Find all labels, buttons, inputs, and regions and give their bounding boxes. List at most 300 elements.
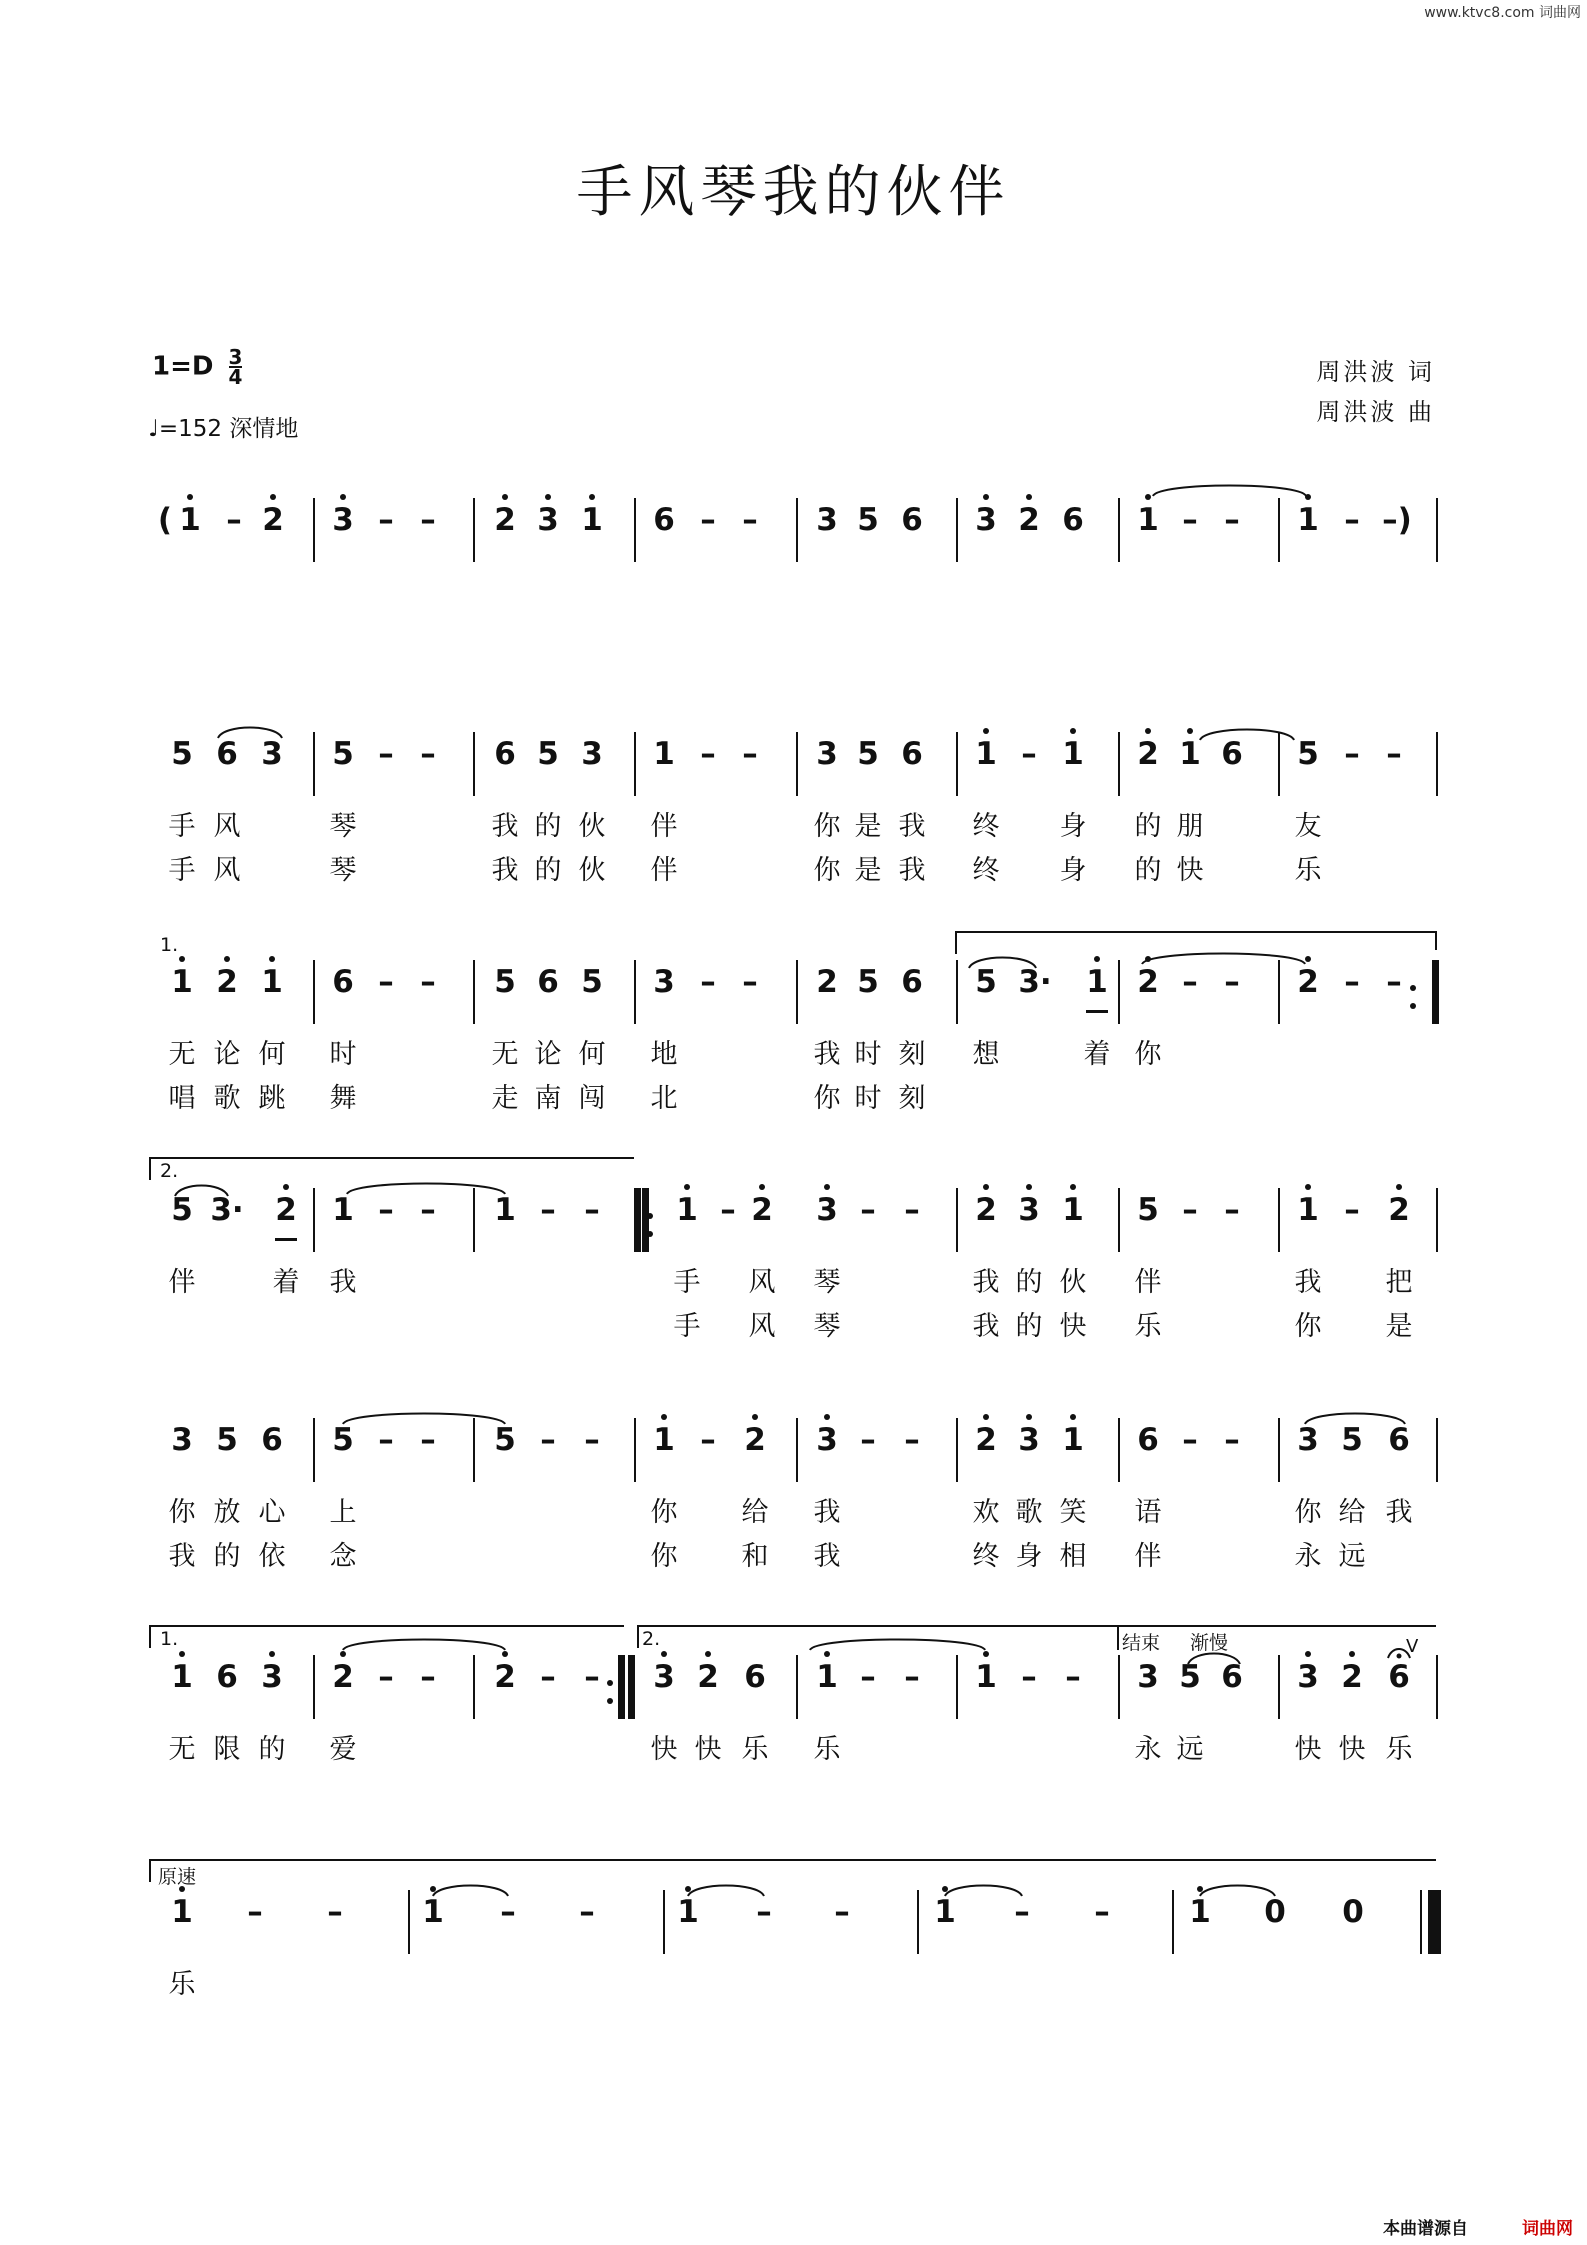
note: 5: [1341, 1422, 1363, 1458]
lyric-syllable: 的: [534, 811, 562, 842]
lyric-syllable: 琴: [813, 1311, 841, 1342]
lyric-syllable: 我: [168, 1541, 196, 1572]
lyric-syllable: 手: [673, 1267, 701, 1298]
lyric-syllable: 手: [168, 855, 196, 886]
note: 3: [816, 1192, 838, 1228]
note: –: [1182, 964, 1198, 1000]
lyric-syllable: 是: [1385, 1311, 1413, 1342]
lyric-syllable: 给: [1338, 1497, 1366, 1528]
lyric-syllable: 风: [213, 855, 241, 886]
note: 5: [332, 736, 354, 772]
lyric-syllable: 的: [1134, 855, 1162, 886]
ending-bracket: [1118, 1626, 1436, 1650]
time-top: 3: [228, 345, 243, 369]
note: 1: [1062, 1422, 1084, 1458]
lyric-syllable: 你: [813, 855, 841, 886]
lyric-syllable: 快: [1338, 1734, 1366, 1765]
note: 1: [1297, 502, 1319, 538]
lyric-syllable: 北: [650, 1083, 678, 1114]
lyric-syllable: 南: [534, 1083, 562, 1114]
note: 1: [677, 1894, 699, 1930]
lyric-syllable: 唱: [168, 1083, 196, 1114]
lyric-syllable: 身: [1059, 811, 1087, 842]
note: –: [904, 1192, 920, 1228]
note: 6: [216, 1659, 238, 1695]
note: 3: [261, 1659, 283, 1695]
lyric-syllable: 伴: [1134, 1267, 1162, 1298]
lyric-syllable: 是: [854, 855, 882, 886]
note: –: [1182, 1192, 1198, 1228]
lyric-syllable: 的: [213, 1541, 241, 1572]
note: –: [420, 964, 436, 1000]
lyric-syllable: 朋: [1176, 811, 1204, 842]
note: –: [904, 1422, 920, 1458]
note: –: [420, 1192, 436, 1228]
note: 5: [216, 1422, 238, 1458]
lyric-syllable: 永: [1294, 1541, 1322, 1572]
quarter-note-icon: ♩: [148, 416, 159, 442]
lyric-syllable: 风: [748, 1311, 776, 1342]
note: –: [742, 502, 758, 538]
note: 5: [1137, 1192, 1159, 1228]
note: –: [1224, 964, 1240, 1000]
note: –: [420, 736, 436, 772]
slur: [343, 1414, 505, 1425]
note: –: [1065, 1659, 1081, 1695]
slur: [688, 1886, 764, 1897]
note: –: [1224, 1422, 1240, 1458]
note: 3: [261, 736, 283, 772]
lyric-syllable: 何: [258, 1039, 286, 1070]
note: 2: [1018, 502, 1040, 538]
lyric-syllable: 歌: [213, 1083, 241, 1114]
lyric-syllable: 终: [972, 811, 1000, 842]
lyric-syllable: 的: [258, 1734, 286, 1765]
lyric-syllable: 上: [329, 1497, 357, 1528]
note: –: [1386, 736, 1402, 772]
lyric-syllable: 乐: [1294, 855, 1322, 886]
note: –: [226, 502, 242, 538]
slur: [343, 1640, 505, 1651]
lyric-syllable: 歌: [1015, 1497, 1043, 1528]
ending-bracket: [150, 1158, 634, 1180]
lyric-syllable: 终: [972, 855, 1000, 886]
lyric-syllable: 心: [258, 1497, 286, 1528]
ending-bracket: [956, 932, 1436, 954]
note: 3: [816, 736, 838, 772]
note: 6: [1062, 502, 1084, 538]
lyric-syllable: 念: [329, 1541, 357, 1572]
lyric-syllable: 远: [1338, 1541, 1366, 1572]
note: 1: [653, 1422, 675, 1458]
lyric-syllable: 舞: [329, 1083, 357, 1114]
lyric-syllable: 我: [972, 1311, 1000, 1342]
a-tempo-label: 原速: [158, 1866, 197, 1888]
lyric-syllable: 我: [813, 1497, 841, 1528]
note: 1: [581, 502, 603, 538]
composer-credit: 周洪波 曲: [1316, 398, 1435, 426]
note: 6: [494, 736, 516, 772]
note: 1: [1297, 1192, 1319, 1228]
note: –: [860, 1192, 876, 1228]
site-watermark: www.ktvc8.com 词曲网: [1424, 5, 1581, 21]
lyric-syllable: 快: [694, 1734, 722, 1765]
lyric-syllable: 快: [650, 1734, 678, 1765]
lyric-syllable: 地: [650, 1039, 678, 1070]
note: 6: [537, 964, 559, 1000]
lyric-syllable: 伙: [578, 855, 606, 886]
note: –: [420, 1659, 436, 1695]
note: 3·: [1018, 964, 1052, 1000]
note: –: [1224, 1192, 1240, 1228]
note: –: [700, 964, 716, 1000]
note: –): [1382, 502, 1412, 538]
lyric-syllable: 乐: [813, 1734, 841, 1765]
note: 1: [975, 1659, 997, 1695]
note: 5: [494, 1422, 516, 1458]
note: 3: [581, 736, 603, 772]
lyric-syllable: 你: [168, 1497, 196, 1528]
slur: [945, 1886, 1022, 1897]
lyric-syllable: 时: [854, 1083, 882, 1114]
ending-2-label-second: 2.: [642, 1628, 661, 1650]
lyric-syllable: 把: [1385, 1267, 1413, 1298]
note: –: [1386, 964, 1402, 1000]
note: –: [1182, 1422, 1198, 1458]
lyric-syllable: 我: [491, 855, 519, 886]
note: 3: [653, 1659, 675, 1695]
note: 5: [581, 964, 603, 1000]
note: –: [540, 1192, 556, 1228]
note: –: [834, 1894, 850, 1930]
lyric-syllable: 的: [534, 855, 562, 886]
note: 6: [1221, 736, 1243, 772]
note: 3: [171, 1422, 193, 1458]
note: 2: [1341, 1659, 1363, 1695]
lyric-syllable: 放: [213, 1497, 241, 1528]
note: 5: [857, 736, 879, 772]
lyric-syllable: 手: [673, 1311, 701, 1342]
lyric-syllable: 我: [491, 811, 519, 842]
note: 0: [1342, 1894, 1364, 1930]
lyric-syllable: 无: [168, 1039, 196, 1070]
lyric-syllable: 依: [258, 1541, 286, 1572]
ending-bracket: [150, 1860, 1436, 1882]
note: 0: [1264, 1894, 1286, 1930]
note: 5: [537, 736, 559, 772]
note: 2: [494, 1659, 516, 1695]
lyric-syllable: 乐: [168, 1969, 196, 2000]
slur: [175, 1186, 228, 1197]
note: 1: [1062, 1192, 1084, 1228]
note: –: [378, 502, 394, 538]
slur: [1200, 1886, 1275, 1897]
lyric-syllable: 给: [741, 1497, 769, 1528]
note: 2: [975, 1422, 997, 1458]
lyric-syllable: 伴: [168, 1267, 196, 1298]
lyric-syllable: 你: [650, 1497, 678, 1528]
note: –: [579, 1894, 595, 1930]
note: 3: [1297, 1659, 1319, 1695]
lyric-syllable: 身: [1059, 855, 1087, 886]
lyric-syllable: 伴: [650, 811, 678, 842]
lyric-syllable: 语: [1134, 1497, 1162, 1528]
note: 3·: [210, 1192, 244, 1228]
rit-label: 渐慢: [1190, 1632, 1229, 1654]
lyric-syllable: 乐: [1134, 1311, 1162, 1342]
note: 6: [261, 1422, 283, 1458]
note: –: [720, 1192, 736, 1228]
note: 3: [537, 502, 559, 538]
lyric-syllable: 我: [898, 811, 926, 842]
note: –: [378, 736, 394, 772]
note: 5: [1297, 736, 1319, 772]
lyric-syllable: 想: [972, 1039, 1000, 1070]
ending-1-label: 1.: [160, 934, 179, 956]
lyric-syllable: 和: [741, 1541, 769, 1572]
note: –: [247, 1894, 263, 1930]
lyric-syllable: 的: [1134, 811, 1162, 842]
note: –: [700, 1422, 716, 1458]
slur: [969, 958, 1036, 969]
lyric-syllable: 是: [854, 811, 882, 842]
lyric-syllable: 身: [1015, 1541, 1043, 1572]
slur: [810, 1640, 985, 1651]
note: –: [584, 1659, 600, 1695]
note: 6: [1137, 1422, 1159, 1458]
note: –: [860, 1659, 876, 1695]
note: 2: [751, 1192, 773, 1228]
note: –: [420, 1422, 436, 1458]
note: 5: [857, 502, 879, 538]
note: –: [584, 1422, 600, 1458]
note: –: [700, 502, 716, 538]
note: 1: [494, 1192, 516, 1228]
note: 1: [422, 1894, 444, 1930]
note: 2: [216, 964, 238, 1000]
note: 3: [816, 1422, 838, 1458]
lyric-syllable: 终: [972, 1541, 1000, 1572]
slur: [218, 728, 282, 739]
lyric-syllable: 何: [578, 1039, 606, 1070]
lyric-syllable: 乐: [1385, 1734, 1413, 1765]
lyric-syllable: 我: [972, 1267, 1000, 1298]
note: 1: [1189, 1894, 1211, 1930]
note: 5: [171, 736, 193, 772]
note: –: [584, 1192, 600, 1228]
lyric-syllable: 刻: [898, 1083, 926, 1114]
lyric-syllable: 伴: [1134, 1541, 1162, 1572]
note: 1: [975, 736, 997, 772]
note: –: [1344, 1192, 1360, 1228]
lyric-syllable: 跳: [258, 1083, 286, 1114]
note: 3: [1137, 1659, 1159, 1695]
note: –: [1344, 736, 1360, 772]
note: 1: [171, 964, 193, 1000]
ending-label: 结束: [1122, 1632, 1161, 1654]
lyricist-credit: 周洪波 词: [1316, 358, 1435, 386]
note: 1: [261, 964, 283, 1000]
note: –: [420, 502, 436, 538]
note: 3: [1297, 1422, 1319, 1458]
lyric-syllable: 友: [1294, 811, 1322, 842]
lyric-syllable: 琴: [329, 811, 357, 842]
note: 1: [171, 1659, 193, 1695]
breath-mark: V: [1406, 1636, 1419, 1657]
note: 2: [332, 1659, 354, 1695]
slur: [347, 1184, 505, 1195]
note: –: [540, 1659, 556, 1695]
note: –: [700, 736, 716, 772]
lyric-syllable: 刻: [898, 1039, 926, 1070]
lyric-syllable: 我: [813, 1541, 841, 1572]
note: 1: [179, 502, 201, 538]
note: 2: [1388, 1192, 1410, 1228]
lyric-syllable: 琴: [813, 1267, 841, 1298]
note: –: [1014, 1894, 1030, 1930]
lyric-syllable: 限: [213, 1734, 241, 1765]
lyric-syllable: 的: [1015, 1311, 1043, 1342]
note: 5: [332, 1422, 354, 1458]
key-text: 1=D: [152, 351, 214, 382]
tempo-text: =152 深情地: [158, 416, 299, 442]
lyric-syllable: 时: [329, 1039, 357, 1070]
ending-bracket: [150, 1626, 624, 1648]
note: 3: [816, 502, 838, 538]
song-title: 手风琴我的伙伴: [576, 160, 1011, 225]
note: 5: [1179, 1659, 1201, 1695]
note: 5: [171, 1192, 193, 1228]
note: –: [1021, 1659, 1037, 1695]
note: 1: [1086, 964, 1108, 1000]
note: 2: [1137, 736, 1159, 772]
lyric-syllable: 你: [813, 811, 841, 842]
lyric-syllable: 乐: [741, 1734, 769, 1765]
note: –: [742, 736, 758, 772]
lyric-syllable: 快: [1176, 855, 1204, 886]
note: 6: [1221, 1659, 1243, 1695]
note: 2: [744, 1422, 766, 1458]
lyric-syllable: 的: [1015, 1267, 1043, 1298]
lyric-syllable: 快: [1294, 1734, 1322, 1765]
note: –: [1344, 964, 1360, 1000]
lyric-syllable: 论: [534, 1039, 562, 1070]
lyric-syllable: 琴: [329, 855, 357, 886]
footer: [1383, 2214, 1573, 2239]
fermata-dot: [1397, 1654, 1402, 1659]
note: –: [1021, 736, 1037, 772]
note: 1: [1062, 736, 1084, 772]
note: 6: [653, 502, 675, 538]
note: –: [1344, 502, 1360, 538]
note: –: [378, 1192, 394, 1228]
slur: [1200, 730, 1294, 741]
note: 5: [857, 964, 879, 1000]
ending-bracket: [638, 1626, 1118, 1648]
note: 1: [1137, 502, 1159, 538]
note: 6: [1388, 1659, 1410, 1695]
lyric-syllable: 伴: [650, 855, 678, 886]
note: 1: [1179, 736, 1201, 772]
slur: [1153, 486, 1306, 497]
lyric-syllable: 你: [650, 1541, 678, 1572]
footer-site: 词曲网: [1522, 2219, 1573, 2239]
lyric-syllable: 你: [1294, 1497, 1322, 1528]
note: –: [327, 1894, 343, 1930]
note: 2: [816, 964, 838, 1000]
lyric-syllable: 伙: [578, 811, 606, 842]
slur: [1188, 1654, 1240, 1665]
lyric-syllable: 闯: [578, 1083, 606, 1114]
note: 2: [262, 502, 284, 538]
slur: [433, 1886, 508, 1897]
lyric-syllable: 风: [748, 1267, 776, 1298]
ending-2-label-first: 2.: [160, 1160, 179, 1182]
note: 2: [1137, 964, 1159, 1000]
note: –: [1224, 502, 1240, 538]
lyric-syllable: 论: [213, 1039, 241, 1070]
note: 2: [697, 1659, 719, 1695]
note: 1: [653, 736, 675, 772]
lyric-syllable: 手: [168, 811, 196, 842]
slur: [1142, 954, 1305, 965]
note: 2: [275, 1192, 297, 1228]
note: –: [378, 1422, 394, 1458]
note: –: [860, 1422, 876, 1458]
note: 2: [494, 502, 516, 538]
lyric-syllable: 我: [329, 1267, 357, 1298]
note: 6: [1388, 1422, 1410, 1458]
note: 5: [975, 964, 997, 1000]
note: 6: [901, 502, 923, 538]
note: –: [378, 1659, 394, 1695]
note: 3: [332, 502, 354, 538]
lyric-syllable: 着: [272, 1267, 300, 1298]
note: 1: [676, 1192, 698, 1228]
lyric-syllable: 走: [491, 1083, 519, 1114]
lyric-syllable: 远: [1176, 1734, 1204, 1765]
note: 5: [494, 964, 516, 1000]
note: –: [742, 964, 758, 1000]
lyric-syllable: 时: [854, 1039, 882, 1070]
note: 1: [332, 1192, 354, 1228]
slur: [1305, 1414, 1405, 1425]
note: –: [756, 1894, 772, 1930]
lyric-syllable: 相: [1059, 1541, 1087, 1572]
lyric-syllable: 爱: [329, 1734, 357, 1765]
note: 6: [901, 964, 923, 1000]
lyric-syllable: 我: [1385, 1497, 1413, 1528]
note: 6: [332, 964, 354, 1000]
note: 6: [216, 736, 238, 772]
note: 3: [975, 502, 997, 538]
lyric-syllable: 你: [813, 1083, 841, 1114]
note: –: [1182, 502, 1198, 538]
note: –: [540, 1422, 556, 1458]
footer-source: 本曲谱源自: [1383, 2219, 1468, 2239]
lyric-syllable: 永: [1134, 1734, 1162, 1765]
note: 6: [901, 736, 923, 772]
note: 1: [934, 1894, 956, 1930]
lyric-syllable: 我: [813, 1039, 841, 1070]
lyric-syllable: 无: [491, 1039, 519, 1070]
ending-1-label-second: 1.: [160, 1628, 179, 1650]
lyric-syllable: 风: [213, 811, 241, 842]
lyric-syllable: 你: [1134, 1039, 1162, 1070]
time-bottom: 4: [228, 365, 243, 389]
lyric-syllable: 无: [168, 1734, 196, 1765]
note: 1: [171, 1894, 193, 1930]
